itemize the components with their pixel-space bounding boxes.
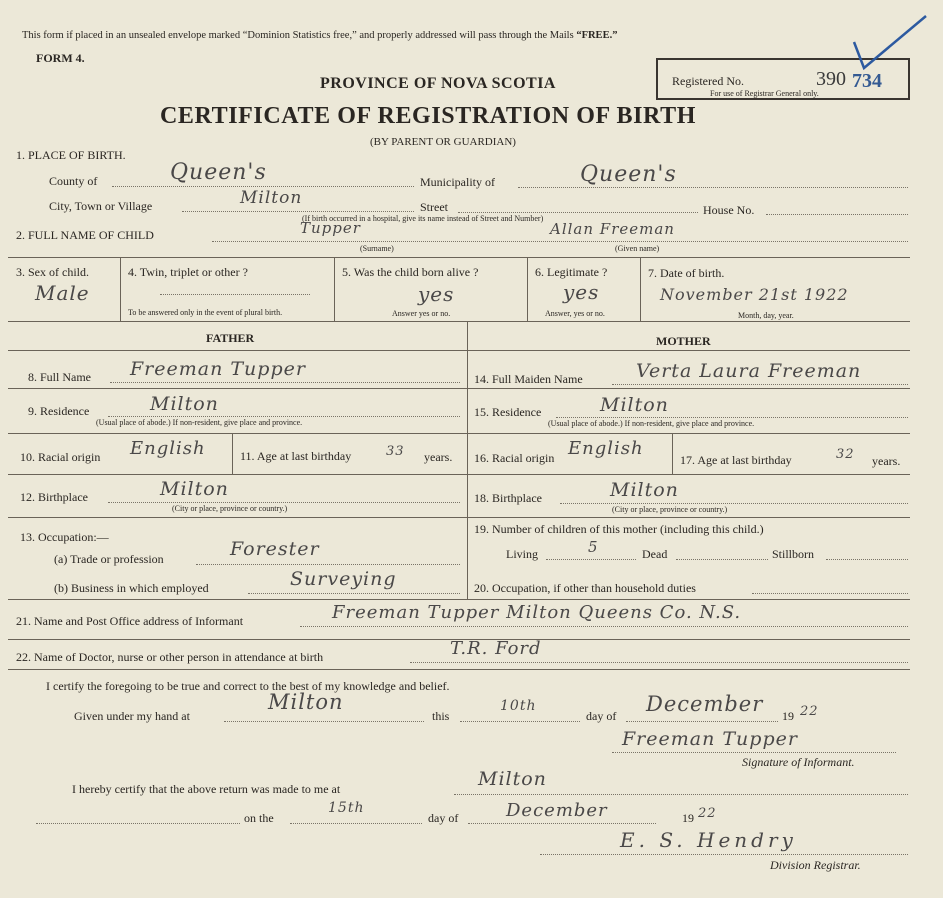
divider	[467, 321, 468, 599]
father-residence-value: Milton	[150, 393, 219, 415]
dob-value: November 21st 1922	[660, 285, 849, 304]
doctor-label: 22. Name of Doctor, nurse or other person in attendance at birth	[16, 650, 324, 664]
sex-value: Male	[35, 281, 90, 305]
father-name-value: Freeman Tupper	[130, 358, 306, 380]
certificate-subtitle: (BY PARENT OR GUARDIAN)	[370, 136, 516, 148]
county-value: Queen's	[170, 160, 267, 185]
municipality-label: Municipality of	[420, 175, 495, 189]
given-place-value: Milton	[268, 690, 344, 714]
sex-label: 3. Sex of child.	[16, 265, 89, 279]
municipality-line	[518, 187, 908, 188]
city-label: City, Town or Village	[49, 199, 153, 213]
father-residence-line	[108, 416, 460, 417]
county-line	[112, 186, 414, 187]
mother-name-line	[612, 384, 908, 385]
children-label: 19. Number of children of this mother (including this child.)	[474, 522, 764, 536]
registrar-place-value: Milton	[478, 768, 547, 790]
stillborn-label: Stillborn	[772, 547, 815, 561]
reg-day-of-label: day of	[428, 811, 459, 825]
notice-free: “FREE.”	[576, 30, 618, 41]
year-value: 22	[800, 704, 819, 719]
mother-birthplace-note: (City or place, province or country.)	[612, 505, 728, 514]
house-label: House No.	[703, 203, 755, 217]
divider	[8, 669, 910, 670]
surname-caption: (Surname)	[360, 244, 394, 253]
street-label: Street	[420, 200, 448, 214]
place-section: 1. PLACE OF BIRTH.	[16, 148, 126, 162]
mother-age-label: 17. Age at last birthday	[680, 453, 792, 467]
municipality-value: Queen's	[580, 162, 677, 187]
day-of-label: day of	[586, 709, 617, 723]
reg-month-line	[468, 823, 656, 824]
legitimate-note: Answer, yes or no.	[545, 309, 605, 318]
mother-name-label: 14. Full Maiden Name	[474, 372, 583, 386]
informant-value: Freeman Tupper Milton Queens Co. N.S.	[332, 602, 742, 623]
divider	[120, 257, 121, 321]
month-line	[626, 721, 778, 722]
father-name-label: 8. Full Name	[28, 370, 91, 384]
divider	[527, 257, 528, 321]
child-given-name: Allan Freeman	[550, 220, 675, 238]
mother-residence-value: Milton	[600, 394, 669, 416]
city-line	[182, 211, 414, 212]
reg-day-value: 15th	[328, 800, 365, 816]
street-line	[458, 212, 698, 213]
mother-occupation-line	[752, 593, 908, 594]
house-line	[766, 214, 908, 215]
father-residence-label: 9. Residence	[28, 404, 90, 418]
day-value: 10th	[500, 698, 537, 714]
registrar-signature: E. S. Hendry	[620, 828, 797, 852]
mother-residence-label: 15. Residence	[474, 405, 542, 419]
registrar-lead-line	[36, 823, 240, 824]
doctor-value: T.R. Ford	[450, 638, 542, 659]
legitimate-value: yes	[563, 280, 600, 304]
father-residence-note: (Usual place of abode.) If non-resident, give place and province.	[96, 418, 303, 427]
father-birthplace-label: 12. Birthplace	[20, 490, 88, 504]
legitimate-label: 6. Legitimate ?	[535, 265, 608, 279]
county-label: County of	[49, 174, 98, 188]
father-racial-label: 10. Racial origin	[20, 450, 101, 464]
business-line	[248, 593, 460, 594]
father-years: years.	[424, 450, 453, 464]
mother-age-value: 32	[836, 447, 855, 462]
given-label: Given under my hand at	[74, 709, 190, 723]
trade-line	[196, 564, 460, 565]
mother-birthplace-line	[560, 503, 908, 504]
given-caption: (Given name)	[615, 244, 660, 253]
father-age-label: 11. Age at last birthday	[240, 449, 352, 463]
month-value: December	[646, 692, 764, 716]
living-label: Living	[506, 547, 538, 561]
mailing-notice	[22, 30, 617, 41]
alive-label: 5. Was the child born alive ?	[342, 265, 479, 279]
father-name-line	[110, 382, 460, 383]
reg-year-prefix: 19	[682, 811, 694, 825]
reg-year-value: 22	[698, 806, 717, 821]
alive-value: yes	[418, 282, 455, 306]
certify-statement: I certify the foregoing to be true and correct to the best of my knowledge and belief.	[46, 679, 450, 693]
divider	[8, 433, 910, 434]
father-birthplace-line	[108, 502, 460, 503]
living-value: 5	[588, 538, 599, 556]
father-birthplace-value: Milton	[160, 478, 229, 500]
divider	[8, 350, 910, 351]
registered-label: Registered No.	[672, 74, 744, 88]
province-title: PROVINCE OF NOVA SCOTIA	[320, 75, 556, 92]
twin-line	[160, 294, 310, 295]
this-label: this	[432, 709, 450, 723]
stillborn-line	[826, 559, 908, 560]
registered-stamp: 734	[852, 70, 882, 92]
trade-value: Forester	[230, 538, 320, 560]
mother-name-value: Verta Laura Freeman	[636, 360, 862, 382]
business-label: (b) Business in which employed	[54, 581, 209, 595]
given-place-line	[224, 721, 424, 722]
informant-signature: Freeman Tupper	[622, 728, 798, 750]
informant-label: 21. Name and Post Office address of Informant	[16, 614, 244, 628]
father-birthplace-note: (City or place, province or country.)	[172, 504, 288, 513]
on-label: on the	[244, 811, 274, 825]
divider	[8, 388, 910, 389]
mother-racial-label: 16. Racial origin	[474, 451, 555, 465]
child-name-label: 2. FULL NAME OF CHILD	[16, 228, 154, 242]
form-number: FORM 4.	[36, 51, 85, 65]
divider	[232, 433, 233, 474]
registrar-place-line	[454, 794, 908, 795]
doctor-line	[410, 662, 908, 663]
dead-label: Dead	[642, 547, 668, 561]
divider	[640, 257, 641, 321]
reg-day-line	[290, 823, 422, 824]
mother-occupation-label: 20. Occupation, if other than household duties	[474, 581, 696, 595]
dob-label: 7. Date of birth.	[648, 266, 725, 280]
divider	[8, 321, 910, 322]
registrar-signature-line	[540, 854, 908, 855]
day-line	[460, 721, 580, 722]
mother-heading: MOTHER	[656, 334, 711, 348]
mother-residence-note: (Usual place of abode.) If non-resident, give place and province.	[548, 419, 755, 428]
mother-birthplace-value: Milton	[610, 479, 679, 501]
alive-note: Answer yes or no.	[392, 309, 451, 318]
divider	[8, 599, 910, 600]
mother-years: years.	[872, 454, 901, 468]
signature-caption: Signature of Informant.	[742, 755, 855, 769]
father-age-value: 33	[386, 444, 405, 459]
hospital-note: (If birth occurred in a hospital, give its name instead of Street and Number)	[302, 214, 544, 223]
registrar-statement: I hereby certify that the above return was made to me at	[72, 782, 341, 796]
child-surname: Tupper	[300, 219, 361, 237]
divider	[8, 517, 910, 518]
mother-birthplace-label: 18. Birthplace	[474, 491, 542, 505]
child-name-line	[212, 241, 908, 242]
divider	[8, 474, 910, 475]
father-heading: FATHER	[206, 331, 255, 345]
divider	[334, 257, 335, 321]
occupation-label: 13. Occupation:—	[20, 530, 109, 544]
informant-line	[300, 626, 908, 627]
registrar-caption: Division Registrar.	[770, 858, 861, 872]
divider	[672, 433, 673, 474]
twin-label: 4. Twin, triplet or other ?	[128, 265, 248, 279]
twin-note: To be answered only in the event of plural birth.	[128, 308, 283, 317]
city-value: Milton	[240, 188, 303, 208]
business-value: Surveying	[290, 568, 397, 590]
year-prefix: 19	[782, 709, 794, 723]
registered-note: For use of Registrar General only.	[710, 89, 819, 98]
father-racial-value: English	[130, 438, 206, 459]
notice-text: This form if placed in an unsealed envelope marked “Dominion Statistics free,” and properly addressed will pass through the Mails	[22, 30, 574, 41]
registered-number: 390	[816, 68, 846, 90]
checkmark-icon	[850, 10, 930, 80]
dob-note: Month, day, year.	[738, 311, 794, 320]
living-line	[546, 559, 636, 560]
reg-month-value: December	[506, 800, 608, 821]
divider	[8, 257, 910, 258]
trade-label: (a) Trade or profession	[54, 552, 164, 566]
mother-residence-line	[556, 417, 908, 418]
dead-line	[676, 559, 768, 560]
signature-line	[612, 752, 896, 753]
certificate-title: CERTIFICATE OF REGISTRATION OF BIRTH	[160, 103, 696, 129]
mother-racial-value: English	[568, 438, 644, 459]
